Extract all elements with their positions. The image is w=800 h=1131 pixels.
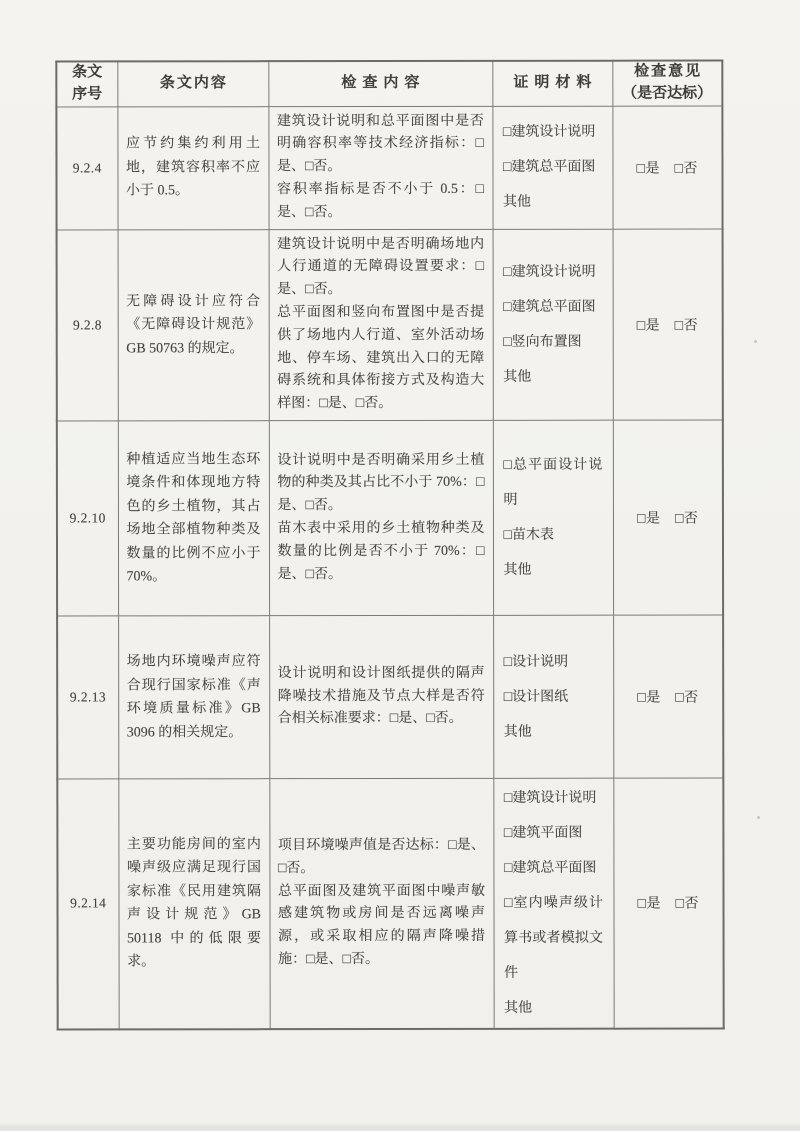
material-item: □建筑总平面图	[503, 299, 596, 315]
clause-content-cell	[118, 421, 269, 616]
table-row	[57, 420, 723, 616]
material-item: □建筑总平面图	[502, 159, 596, 175]
opinion-cell	[613, 229, 723, 421]
material-item: □建筑设计说明	[503, 790, 597, 806]
material-item: □苗木表	[503, 527, 554, 543]
material-item: □建筑总平面图	[503, 860, 597, 876]
table-row	[56, 106, 722, 230]
material-item: □室内噪声级计算书或者模拟文件	[503, 895, 604, 981]
clause-number: 9.2.4	[72, 159, 102, 175]
clause-content-cell	[118, 779, 269, 1029]
compliance-check-table	[55, 60, 724, 1030]
opinion-cell	[613, 615, 723, 778]
material-item: □总平面设计说明	[503, 457, 603, 508]
materials-cell	[493, 778, 613, 1028]
check-item: 设计说明和设计图纸提供的隔声降噪技术措施及节点大样是否符合相关标准要求：□是、□否。	[277, 665, 485, 727]
header-opinion-line2: （是否达标）	[622, 85, 713, 102]
check-item: 建筑设计说明和总平面图中是否明确容积率等技术经济指标：□是、□否。	[276, 113, 484, 175]
check-item: 建筑设计说明中是否明确场地内人行通道的无障碍设置要求：□是、□否。	[277, 236, 485, 298]
scan-speck	[754, 340, 757, 343]
material-item: 其他	[503, 369, 532, 385]
table-row	[57, 778, 723, 1029]
opinion-checkboxes: □是 □否	[636, 511, 699, 527]
check-item: 苗木表中采用的乡土植物种类及数量的比例是否不小于 70%：□是、□否。	[277, 520, 485, 582]
clause-content: 场地内环境噪声应符合现行国家标准《声环境质量标准》GB 3096 的相关规定。	[126, 654, 261, 740]
opinion-checkboxes: □是 □否	[637, 690, 699, 706]
clause-number: 9.2.14	[70, 895, 107, 911]
clause-number: 9.2.8	[72, 317, 102, 333]
clause-number-cell	[57, 229, 118, 421]
header-opinion-line1: 检查意见	[634, 63, 703, 80]
header-materials-label: 证明材料	[513, 74, 598, 91]
scan-edge	[0, 1122, 800, 1131]
material-item: 其他	[503, 724, 532, 740]
scan-speck	[757, 816, 760, 819]
clause-number-cell	[57, 779, 118, 1029]
clause-number-cell	[56, 106, 117, 229]
opinion-checkboxes: □是 □否	[636, 318, 699, 334]
materials-cell	[493, 229, 613, 421]
header-materials	[492, 61, 612, 106]
material-item: □建筑设计说明	[503, 264, 596, 280]
materials-cell	[492, 106, 612, 229]
material-item: □建筑设计说明	[502, 124, 596, 140]
header-clause-number-line2: 序号	[72, 86, 103, 103]
table-header-row	[56, 61, 722, 107]
clause-number: 9.2.13	[69, 689, 107, 705]
material-item: □建筑平面图	[503, 825, 583, 841]
clause-content: 种植适应当地生态环境条件和体现地方特色的乡土植物，其占场地全部植物种类及数量的比例不应小于 70%。	[126, 451, 261, 585]
check-content-cell	[269, 229, 493, 421]
header-clause-content-label: 条文内容	[159, 75, 228, 92]
material-item: 其他	[503, 562, 532, 578]
header-check-content	[268, 61, 492, 106]
check-content-cell	[268, 106, 492, 229]
check-content-cell	[269, 778, 493, 1028]
clause-content-cell	[118, 616, 269, 779]
clause-number: 9.2.10	[69, 510, 106, 526]
clause-content-cell	[117, 106, 268, 229]
header-check-content-label: 检查内容	[341, 74, 426, 91]
check-item: 容积率指标是否不小于 0.5：□是、□否。	[276, 181, 485, 220]
clause-content: 无障碍设计应符合《无障碍设计规范》GB 50763 的规定。	[126, 293, 261, 356]
check-item: 总平面图和竖向布置图中是否提供了场地内人行道、室外活动场地、停车场、建筑出入口的无障碍系统和具体衔接方式及构造大样图：□是、□否。	[277, 304, 485, 412]
opinion-checkboxes: □是 □否	[636, 161, 698, 177]
material-item: □设计图纸	[503, 689, 569, 705]
material-item: 其他	[503, 194, 532, 210]
header-clause-number-line1: 条文	[72, 64, 103, 81]
header-clause-content	[117, 61, 268, 106]
material-item: □设计说明	[503, 654, 569, 670]
materials-cell	[493, 615, 613, 778]
clause-number-cell	[57, 421, 118, 616]
check-item: 总平面图及建筑平面图中噪声敏感建筑物或房间是否远离噪声源，或采取相应的隔声降噪措施：□是、□否。	[277, 883, 486, 968]
check-item: 项目环境噪声值是否达标：□是、□否。	[277, 837, 485, 876]
materials-cell	[493, 420, 613, 615]
check-content-cell	[269, 615, 493, 778]
check-content-cell	[269, 420, 493, 615]
opinion-cell	[613, 778, 723, 1028]
opinion-checkboxes: □是 □否	[637, 896, 699, 912]
opinion-cell	[612, 106, 722, 229]
check-item: 设计说明中是否明确采用乡土植物的种类及其占比不小于 70%：□是、□否。	[277, 452, 485, 514]
header-clause-number	[56, 61, 117, 106]
table-row	[57, 615, 723, 779]
material-item: 其他	[504, 1000, 533, 1016]
header-opinion	[612, 61, 722, 106]
table-row	[57, 229, 723, 421]
opinion-cell	[613, 420, 723, 615]
clause-content-cell	[118, 229, 269, 421]
material-item: □竖向布置图	[503, 334, 582, 350]
clause-number-cell	[57, 616, 118, 779]
clause-content: 应节约集约利用土地，建筑容积率不应小于 0.5。	[125, 136, 260, 199]
clause-content: 主要功能房间的室内噪声级应满足现行国家标准《民用建筑隔声设计规范》GB 50118 中的低限要求。	[126, 836, 262, 970]
